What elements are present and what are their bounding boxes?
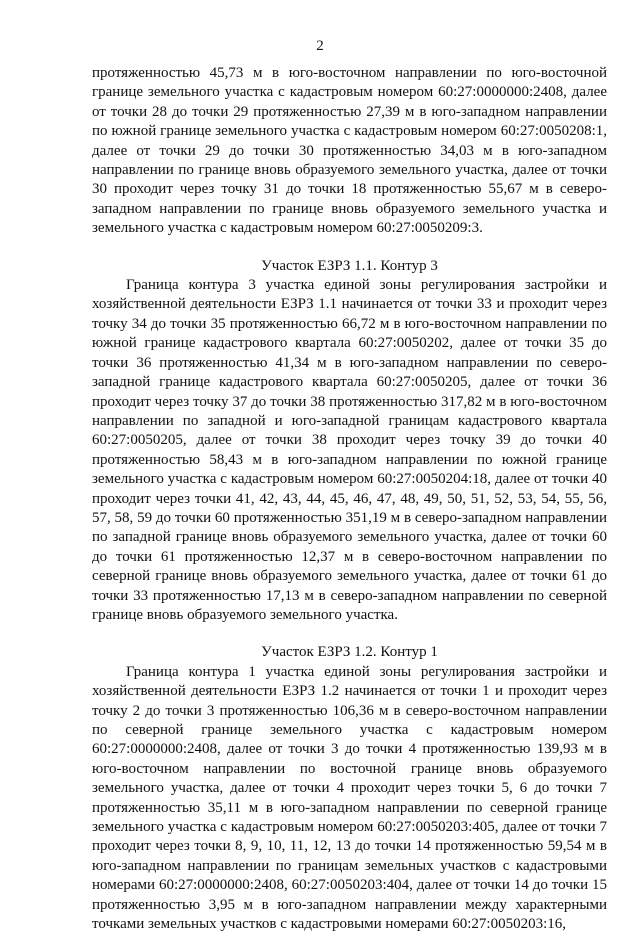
section-heading-ezrz-1-2-contour-1: Участок ЕЗРЗ 1.2. Контур 1 bbox=[261, 644, 438, 661]
page-number: 2 bbox=[316, 38, 324, 54]
section-heading-ezrz-1-1-contour-3: Участок ЕЗРЗ 1.1. Контур 3 bbox=[261, 257, 438, 274]
intro-paragraph: протяженностью 45,73 м в юго-восточном направлении по юго-восточной границе земельного участка с кадастровым номером 60:27:0000000:2408, далее от точки 28 до точки 29 протяженностью 27,39 м в юго-западном направлении по южной границе земельного участка с кадастровым номером 60:27:0050208:1, далее от точки 29 до точки 30 протяженностью 34,03 м в юго-западном направлении по границе вновь образуемого земельного участка, далее от точки 30 проходит через точку 31 до точки 18 протяженностью 55,67 м в северо-западном направлении по границе вновь образуемого земельного участка и земельного участка с кадастровым номером 60:27:0050209:3. bbox=[92, 65, 607, 237]
section-paragraph-ezrz-1-1-contour-3: Граница контура 3 участка единой зоны регулирования застройки и хозяйственной деятельности ЕЗРЗ 1.1 начинается от точки 33 и проходит через точку 34 до точки 35 протяженностью 66,72 м в юго-восточном направлении по южной границе кадастрового квартала 60:27:0050202, далее от точки 35 до точки 36 протяженностью 41,34 м в юго-западном направлении по северо-западной границе кадастрового квартала 60:27:0050205, далее от точки 36 проходит через точку 37 до точки 38 протяженностью 317,82 м в юго-восточном направлении по западной и юго-западной границам кадастрового квартала 60:27:0050205, далее от точки 38 проходит через точку 39 до точки 40 протяженностью 58,43 м в юго-западном направлении по южной границе земельного участка с кадастровым номером 60:27:0050204:18, далее от точки 40 проходит через точки 41, 42, 43, 44, 45, 46, 47, 48, 49, 50, 51, 52, 53, 54, 55, 56, 57, 58, 59 до точки 60 протяженностью 351,19 м в северо-западном направлении по западной границе вновь образуемого земельного участка, далее от точки 60 до точки 61 протяженностью 12,37 м в северо-восточном направлении по северной границе вновь образуемого земельного участка, далее от точки 61 до точки 33 протяженностью 17,13 м в северо-западном направлении по северной границе вновь образуемого земельного участка. bbox=[92, 277, 607, 623]
document-body bbox=[92, 64, 607, 934]
section-paragraph-ezrz-1-2-contour-1: Граница контура 1 участка единой зоны регулирования застройки и хозяйственной деятельности ЕЗРЗ 1.2 начинается от точки 1 и проходит через точку 2 до точки 3 протяженностью 106,36 м в северо-восточном направлении по северной границе земельного участка с кадастровым номером 60:27:0000000:2408, далее от точки 3 до точки 4 протяженностью 139,93 м в юго-восточном направлении по восточной границе вновь образуемого земельного участка, далее от точки 4 проходит через точки 5, 6 до точки 7 протяженностью 35,11 м в юго-западном направлении по северной границе земельного участка с кадастровым номером 60:27:0050203:405, далее от точки 7 проходит через точки 8, 9, 10, 11, 12, 13 до точки 14 протяженностью 59,54 м в юго-западном направлении по границам земельных участков с кадастровыми номерами 60:27:0000000:2408, 60:27:0050203:404, далее от точки 14 до точки 15 протяженностью 3,95 м в юго-западном направлении между характерными точками земельных участков с кадастровыми номерами 60:27:0050203:16, bbox=[92, 663, 607, 933]
